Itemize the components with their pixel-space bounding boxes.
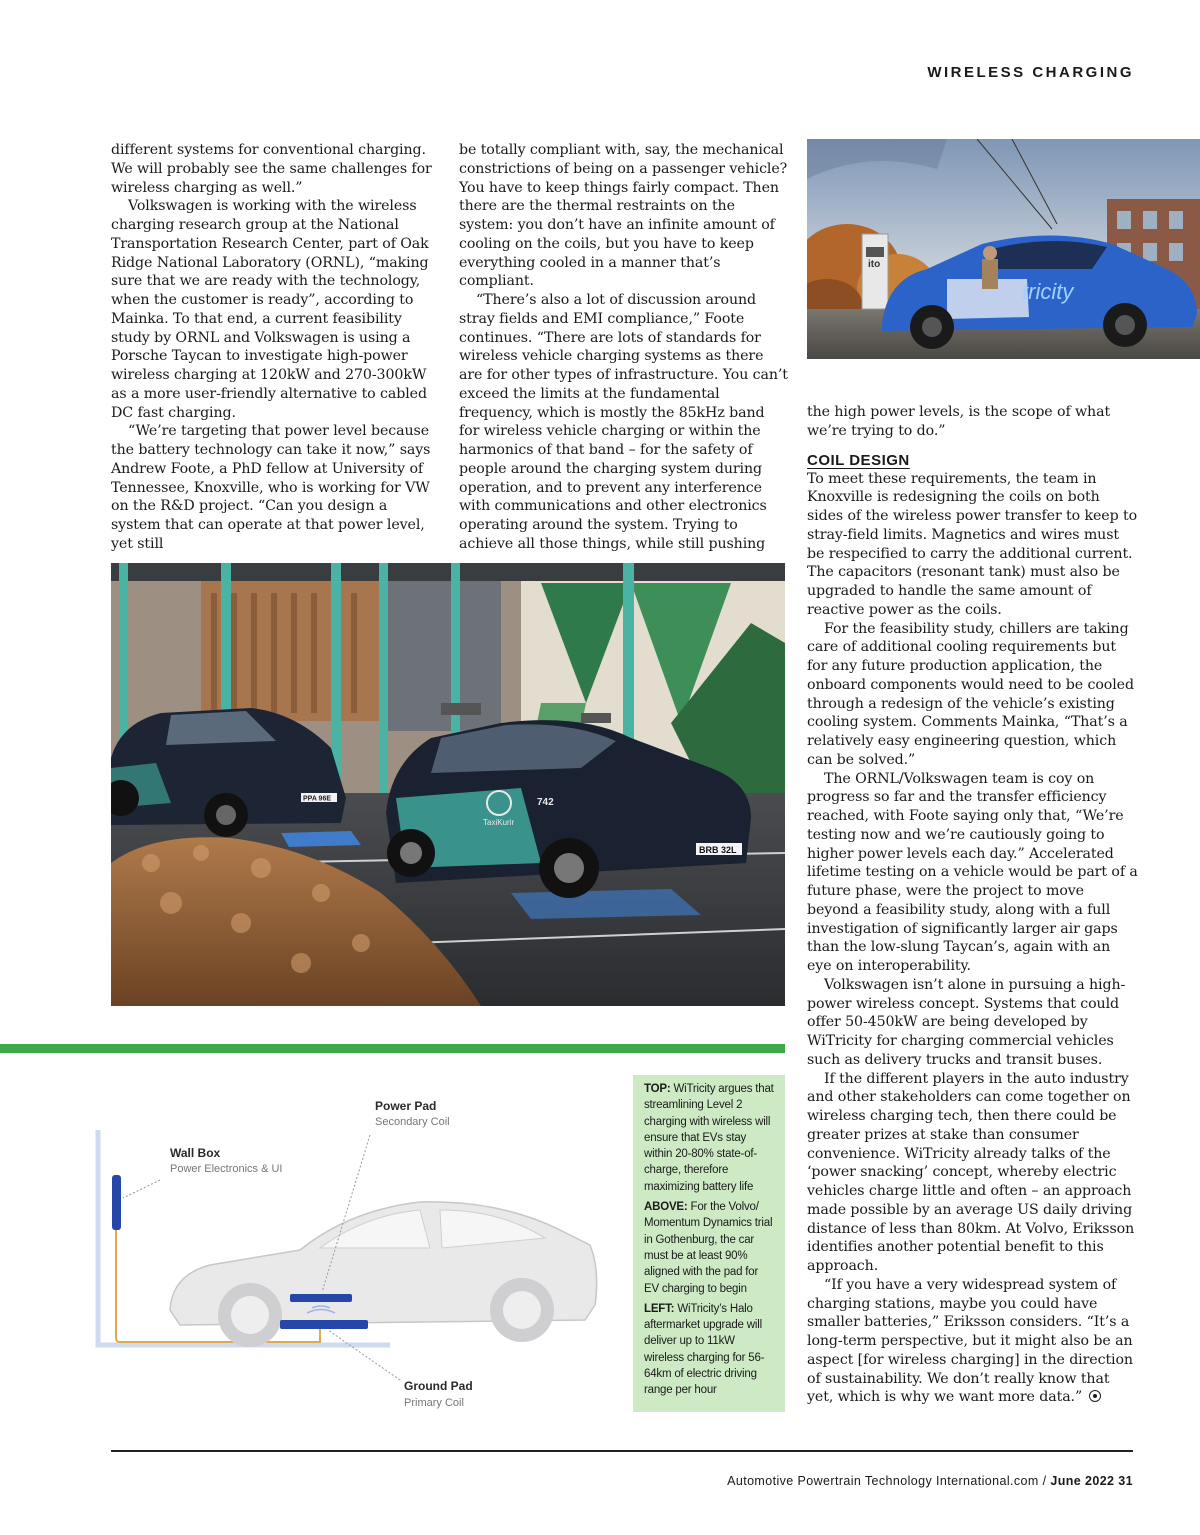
paragraph: the high power levels, is the scope of what we’re trying to do.”: [807, 404, 1111, 439]
back-car-plate: PPA 96E: [303, 795, 332, 803]
power-pad-title: Power Pad: [375, 1099, 437, 1113]
article-column-1: [111, 141, 441, 554]
ground-pad-title: Ground Pad: [404, 1379, 473, 1393]
charger-label: ito: [868, 259, 881, 270]
paragraph: be totally compliant with, say, the mechanical constrictions of being on a passenger vehicle? You have to keep things fairly compact. Then there are the thermal restraints on the system: you don’t have an infinite amount of cooling on the coils, but you have to keep everything cooled in a manner that’s compliant.: [459, 142, 788, 290]
publication-name: Automotive Powertrain Technology International.com: [727, 1474, 1039, 1488]
footer-rule: [111, 1450, 1133, 1452]
caption-above: [644, 1199, 774, 1297]
end-of-article-icon: [1089, 1390, 1101, 1402]
paragraph: Volkswagen isn’t alone in pursuing a high-power wireless concept. Systems that could offer 50-450kW are being developed by WiTricity for charging commercial vehicles such as delivery trucks and transit buses.: [807, 976, 1126, 1068]
page-footer: [727, 1474, 1133, 1488]
subheading-coil-design: COIL DESIGN: [807, 451, 910, 469]
power-pad-icon: [290, 1294, 352, 1302]
caption-label: LEFT:: [644, 1302, 675, 1315]
taxi-number-text: 742: [537, 797, 554, 808]
caption-text: WiTricity argues that streamlining Level 2 charging with wireless will ensure that EVs stay within 20-80% state-of-charge, therefore maximizing battery life: [644, 1083, 774, 1193]
caption-label: TOP:: [644, 1083, 671, 1095]
ground-pad-icon: [280, 1320, 368, 1329]
article-column-2: [459, 141, 789, 554]
caption-label: ABOVE:: [644, 1201, 688, 1214]
wireless-charging-diagram: [90, 1080, 620, 1430]
issue-date: June 2022: [1050, 1474, 1115, 1488]
footer-separator: /: [1042, 1474, 1047, 1488]
green-divider: [0, 1044, 785, 1053]
paragraph: For the feasibility study, chillers are taking care of additional cooling requirements but for any future production application, the onboard components would need to be cooled through a redesign of the vehicle’s existing cooling system. Comments Mainka, “That’s a relatively easy engineering question, which can be solved.”: [807, 620, 1134, 768]
article-column-3: [807, 403, 1139, 1407]
caption-text: WiTricity’s Halo aftermarket upgrade will deliver up to 11kW wireless charging for 56-64km of electric driving range per hour: [644, 1302, 765, 1397]
caption-text: For the Volvo/ Momentum Dynamics trial in Gothenburg, the car must be at least 90% aligned with the pad for EV charging to begin: [644, 1201, 773, 1295]
wall-box-subtitle: Power Electronics & UI: [170, 1163, 283, 1175]
car-livery-text: tricity: [1022, 279, 1074, 304]
wall-box-title: Wall Box: [170, 1146, 221, 1160]
paragraph: [807, 1276, 1139, 1407]
photo-captions: [633, 1075, 785, 1412]
wall-box-icon: [112, 1175, 121, 1230]
section-label: WIRELESS CHARGING: [927, 64, 1134, 81]
paragraph: The ORNL/Volkswagen team is coy on progress so far and the transfer efficiency reached, with Foote saying only that, “We’re testing now and we’re cautiously going to higher power levels each day.” Accelerated lifetime testing on a vehicle would be part of a future phase, were the project to move beyond a feasibility study, along with a full investigation of significantly larger air gaps than the low-slung Taycan’s, again with an eye on interoperability.: [807, 770, 1138, 974]
paragraph: To meet these requirements, the team in Knoxville is redesigning the coils on both sides of the wireless power transfer to keep to stray-field limits. Magnetics and wires must be respecified to carry the additional current. The capacitors (resonant tank) must also be upgraded to handle the same amount of reactive power as the coils.: [807, 470, 1138, 618]
front-car-plate: BRB 32L: [699, 845, 737, 855]
caption-top: [644, 1081, 774, 1195]
paragraph: “There’s also a lot of discussion around stray fields and EMI compliance,” Foote continues. “There are lots of standards for wireless vehicle charging systems as there are for other types of infrastructure. You can’t exceed the limits at the fundamental frequency, which is mostly the 85kHz band for wireless vehicle charging or within the harmonics of that band – for the safety of people around the charging system during operation, and to prevent any interference with communications and other electronics operating around the system. Trying to achieve all those things, while still pushing: [459, 292, 788, 552]
power-pad-subtitle: Secondary Coil: [375, 1116, 450, 1128]
page-number: 31: [1118, 1474, 1133, 1488]
paragraph: If the different players in the auto industry and other stakeholders can come together on wireless charging tech, then there could be greater prizes at stake than consumer convenience. WiTricity already talks of the ‘power snacking’ concept, whereby electric vehicles charge little and often – an approach made possible by an average US daily driving distance of less than 80km. At Volvo, Eriksson identifies another potential benefit to this approach.: [807, 1070, 1135, 1274]
paragraph: different systems for conventional charging. We will probably see the same challenges for wireless charging as well.”: [111, 142, 432, 196]
paragraph: Volkswagen is working with the wireless charging research group at the National Transportation Research Center, part of Oak Ridge National Laboratory (ORNL), “making sure that we are ready with the technology, when the customer is ready”, according to Mainka. To that end, a current feasibility study by ORNL and Volkswagen is using a Porsche Taycan to investigate high-power wireless charging at 120kW and 270-300kW as a more user-friendly alternative to cabled DC fast charging.: [111, 198, 429, 421]
witricity-car-photo: [807, 139, 1200, 359]
ground-pad-subtitle: Primary Coil: [404, 1397, 464, 1409]
volvo-taxi-charging-photo: [111, 563, 785, 1006]
final-paragraph-text: “If you have a very widespread system of charging stations, maybe you could have smaller batteries,” Eriksson considers. “It’s a long-term perspective, but it might also be an aspect [for wireless charging] in the direction of sustainability. We don’t really know that yet, which is why we want more data.”: [807, 1276, 1133, 1406]
paragraph: “We’re targeting that power level because the battery technology can take it now,” says Andrew Foote, a PhD fellow at University of Tennessee, Knoxville, who is working for VW on the R&D project. “Can you design a system that can operate at that power level, yet still: [111, 423, 431, 552]
caption-left: [644, 1301, 774, 1399]
taxi-brand-text: TaxiKurir: [483, 818, 515, 827]
